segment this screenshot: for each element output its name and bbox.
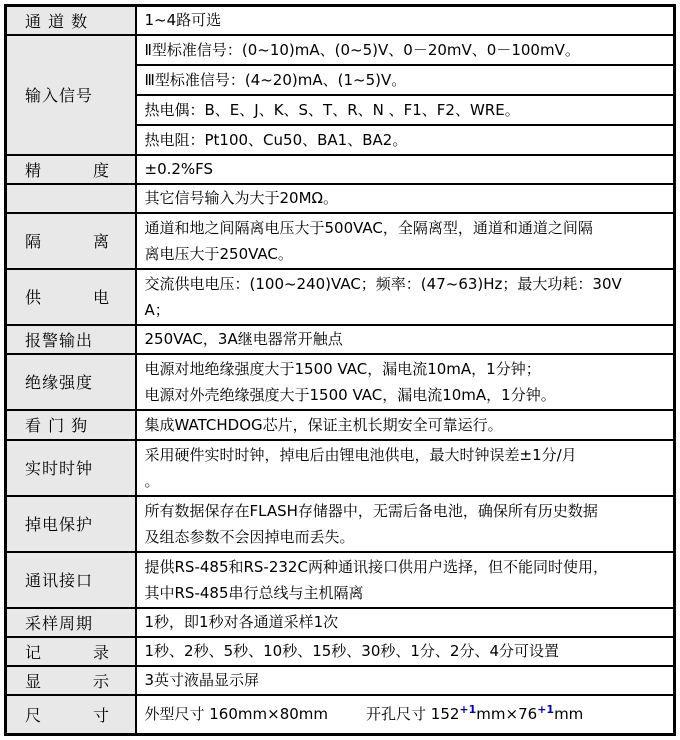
row-value-sampling-period: 1秒，即1秒对各通道采样1次 bbox=[136, 608, 675, 637]
row-label-alarm-output: 报警输出 bbox=[6, 325, 136, 354]
row-value-input-signal-thermocouple: 热电偶：B、E、J、K、S、T、R、N 、F1、F2、WRE。 bbox=[136, 95, 675, 125]
row-value-input-signal-rtd: 热电阻：Pt100、Cu50、BA1、BA2。 bbox=[136, 125, 675, 155]
row-realtime-clock bbox=[6, 440, 675, 496]
row-label-realtime-clock: 实时时钟 bbox=[6, 440, 136, 496]
row-label-display: 显 示 bbox=[6, 666, 136, 695]
row-accuracy bbox=[6, 155, 675, 184]
row-value-comm-interface: 提供RS-485和RS-232C两种通讯接口供用户选择，但不能同时使用， 其中RS-485串行总线与主机隔离 bbox=[136, 552, 675, 608]
row-label-power-supply: 供 电 bbox=[6, 269, 136, 325]
row-power-fail-protection bbox=[6, 496, 675, 552]
row-size bbox=[6, 695, 675, 735]
row-label-insulation: 绝缘强度 bbox=[6, 354, 136, 410]
row-comm-interface bbox=[6, 552, 675, 608]
tolerance-superscript-1: +1 bbox=[459, 703, 477, 717]
row-value-channels: 1~4路可选 bbox=[136, 6, 675, 35]
row-value-record: 1秒、2秒、5秒、10秒、15秒、30秒、1分、2分、4分可设置 bbox=[136, 637, 675, 666]
row-input-signal bbox=[6, 35, 675, 65]
row-label-sampling-period: 采样周期 bbox=[6, 608, 136, 637]
row-alarm-output bbox=[6, 325, 675, 354]
row-value-input-signal-type2: Ⅱ型标准信号：(0~10)mA、(0~5)V、0－20mV、0－100mV。 bbox=[136, 35, 675, 65]
size-dimensions-text bbox=[145, 701, 670, 727]
row-watchdog bbox=[6, 410, 675, 440]
row-value-insulation: 电源对地绝缘强度大于1500 VAC，漏电流10mA，1分钟； 电源对外壳绝缘强度大于1500 VAC，漏电流10mA，1分钟。 bbox=[136, 354, 675, 410]
row-channels bbox=[6, 6, 675, 35]
row-value-input-signal-type3: Ⅲ型标准信号：(4~20)mA、(1~5)V。 bbox=[136, 65, 675, 95]
spec-table bbox=[4, 4, 676, 736]
row-value-isolation: 通道和地之间隔离电压大于500VAC，全隔离型，通道和通道之间隔 离电压大于250VAC。 bbox=[136, 213, 675, 269]
row-label-watchdog: 看 门 狗 bbox=[6, 410, 136, 440]
row-value-accuracy: ±0.2%FS bbox=[136, 155, 675, 184]
row-value-watchdog: 集成WATCHDOG芯片，保证主机长期安全可靠运行。 bbox=[136, 410, 675, 440]
row-value-power-fail-protection: 所有数据保存在FLASH存储器中，无需后备电池，确保所有历史数据 及组态参数不会因掉电而丢失。 bbox=[136, 496, 675, 552]
hole-size-mid: mm×76 bbox=[476, 705, 538, 724]
outer-size-text: 外型尺寸 160mm×80mm bbox=[144, 705, 329, 724]
row-label-input-signal: 输入信号 bbox=[6, 35, 136, 155]
row-power-supply bbox=[6, 269, 675, 325]
row-record bbox=[6, 637, 675, 666]
row-display bbox=[6, 666, 675, 695]
row-label-channels: 通 道 数 bbox=[6, 6, 136, 35]
row-sampling-period bbox=[6, 608, 675, 637]
row-insulation bbox=[6, 354, 675, 410]
row-other-input bbox=[6, 184, 675, 213]
tolerance-superscript-2: +1 bbox=[537, 703, 555, 717]
row-label-isolation: 隔 离 bbox=[6, 213, 136, 269]
row-value-power-supply: 交流供电电压：(100~240)VAC；频率：(47~63)Hz；最大功耗：30V A； bbox=[136, 269, 675, 325]
hole-size-suffix: mm bbox=[554, 705, 584, 724]
row-label-accuracy: 精 度 bbox=[6, 155, 136, 184]
row-label-comm-interface: 通讯接口 bbox=[6, 552, 136, 608]
row-label-record: 记 录 bbox=[6, 637, 136, 666]
row-label-other-input bbox=[6, 184, 136, 213]
hole-size-prefix: 开孔尺寸 152 bbox=[366, 705, 460, 724]
row-value-alarm-output: 250VAC，3A继电器常开触点 bbox=[136, 325, 675, 354]
row-label-size: 尺 寸 bbox=[6, 695, 136, 735]
row-value-size bbox=[136, 695, 675, 735]
row-label-power-fail-protection: 掉电保护 bbox=[6, 496, 136, 552]
row-value-display: 3英寸液晶显示屏 bbox=[136, 666, 675, 695]
row-isolation bbox=[6, 213, 675, 269]
row-value-other-input: 其它信号输入为大于20MΩ。 bbox=[136, 184, 675, 213]
row-value-realtime-clock: 采用硬件实时时钟，掉电后由锂电池供电，最大时钟误差±1分/月 。 bbox=[136, 440, 675, 496]
